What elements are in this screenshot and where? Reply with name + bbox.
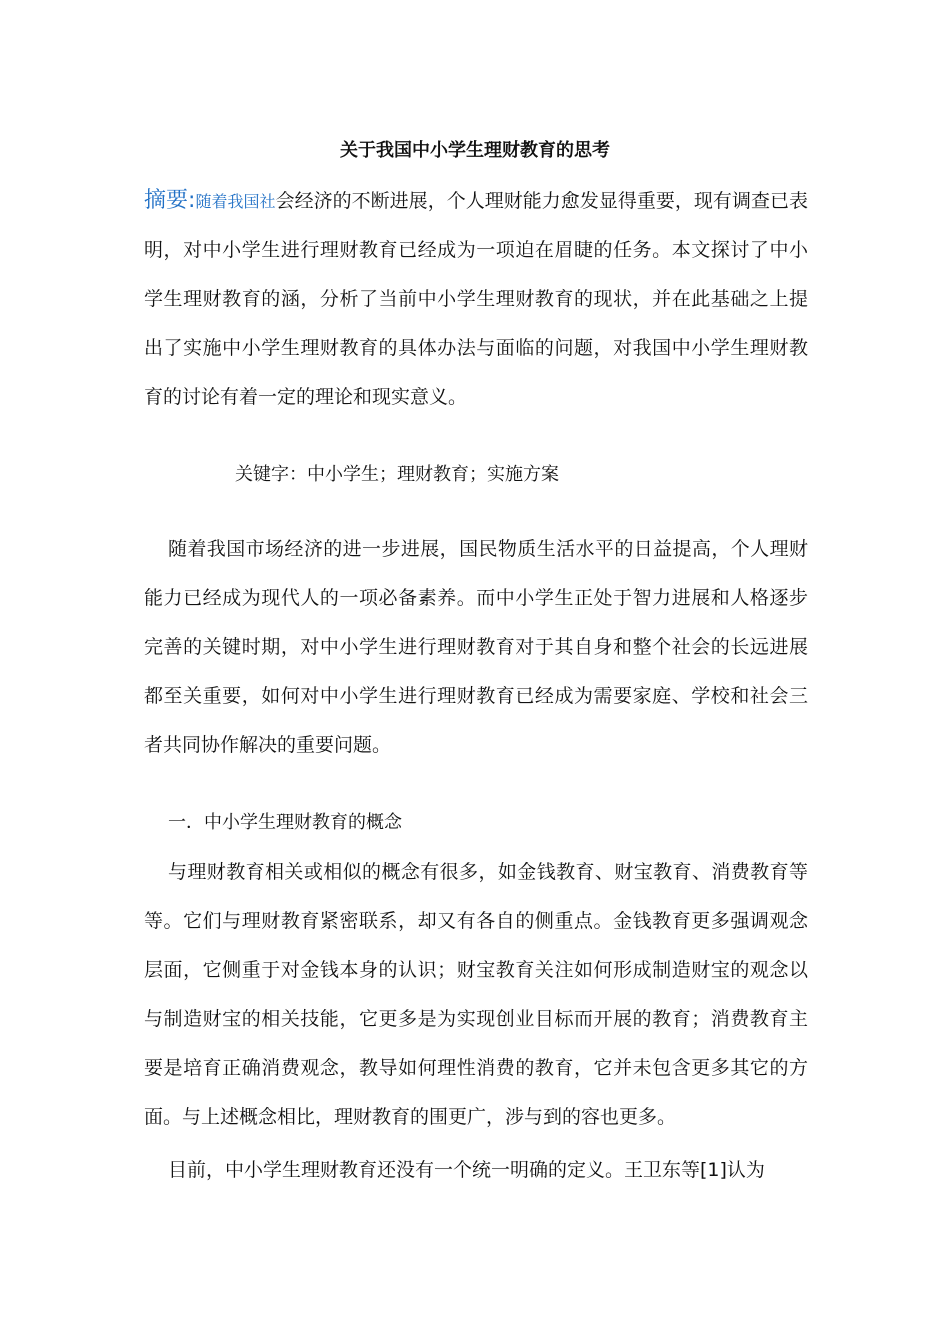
intro-paragraph: 随着我国市场经济的进一步进展，国民物质生活水平的日益提高，个人理财能力已经成为现代人的一项必备素养。而中小学生正处于智力进展和人格逐步完善的关键时期，对中小学生进行理财教育对于其自身和整个社会的长远进展都至关重要，如何对中小学生进行理财教育已经成为需要家庭、学校和社会三者共同协作解决的重要问题。 xyxy=(144,538,808,756)
abstract-label: 摘要: xyxy=(144,188,196,213)
abstract-text: 会经济的不断进展，个人理财能力愈发显得重要，现有调查已表明，对中小学生进行理财教育已经成为一项迫在眉睫的任务。本文探讨了中小学生理财教育的涵，分析了当前中小学生理财教育的现状，并在此基础之上提出了实施中小学生理财教育的具体办法与面临的问题，对我国中小学生理财教育的讨论有着一定的理论和现实意义。 xyxy=(144,190,808,408)
section-paragraph: 目前，中小学生理财教育还没有一个统一明确的定义。王卫东等[1]认为 xyxy=(168,1159,765,1181)
section-heading: 一．中小学生理财教育的概念 xyxy=(168,812,402,833)
abstract-paragraph xyxy=(144,176,808,422)
section-paragraph: 与理财教育相关或相似的概念有很多，如金钱教育、财宝教育、消费教育等等。它们与理财教育紧密联系，却又有各自的侧重点。金钱教育更多强调观念层面，它侧重于对金钱本身的认识；财宝教育关注如何形成制造财宝的观念以与制造财宝的相关技能，它更多是为实现创业目标而开展的教育；消费教育主要是培育正确消费观念，教导如何理性消费的教育，它并未包含更多其它的方面。与上述概念相比，理财教育的围更广，涉与到的容也更多。 xyxy=(144,861,808,1128)
keywords-line: 关键字：中小学生；理财教育；实施方案 xyxy=(235,464,559,485)
document-title: 关于我国中小学生理财教育的思考 xyxy=(340,140,610,161)
abstract-lead: 随着我国社 xyxy=(195,192,276,211)
